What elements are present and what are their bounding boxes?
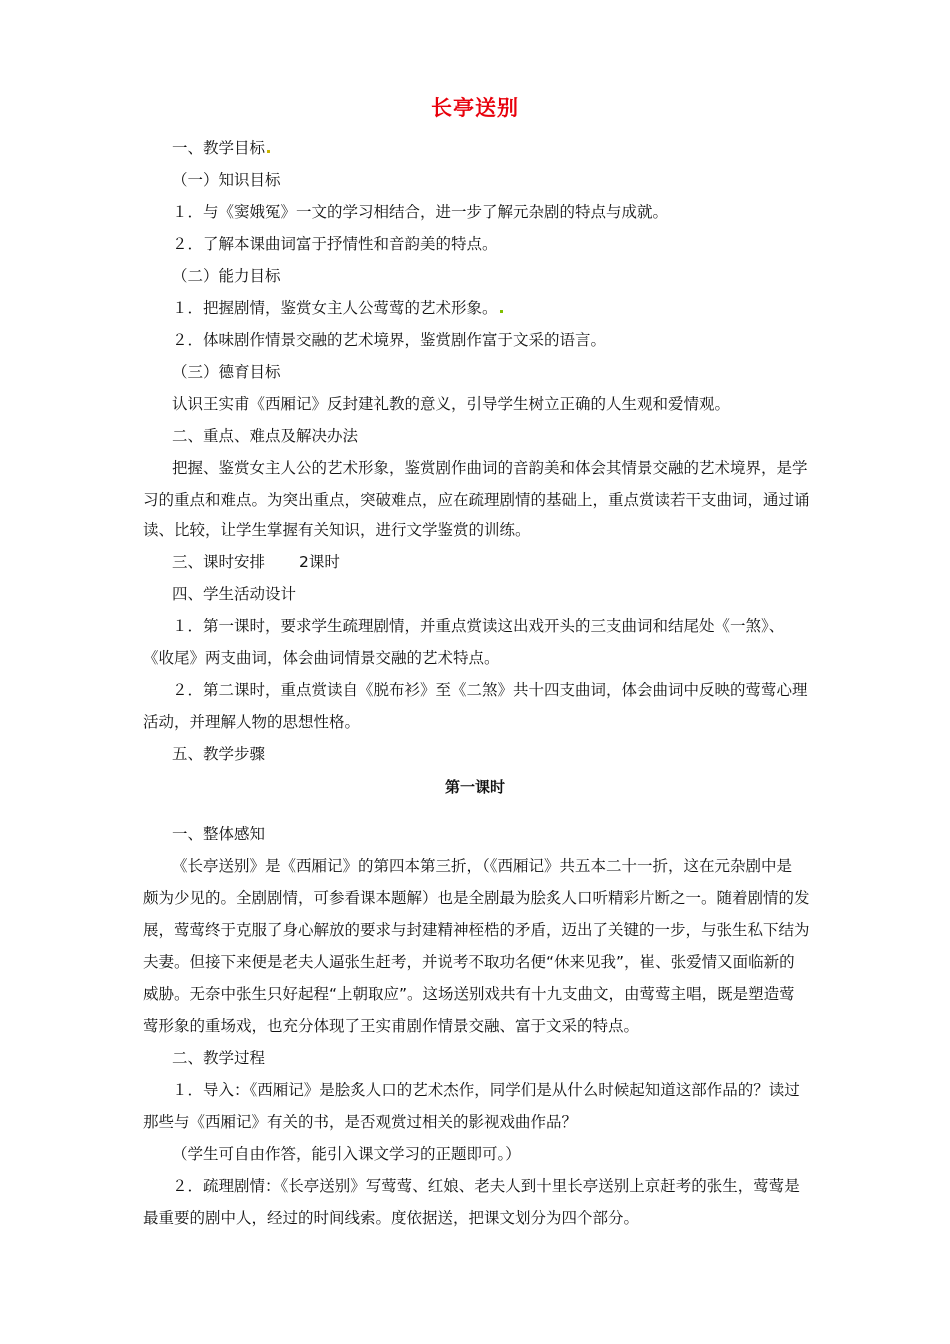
section-heading-keypoints: 二、重点、难点及解决办法 [172, 427, 359, 445]
schedule-value: 2课时 [299, 553, 340, 571]
section-heading-objectives-text: 一、教学目标 [172, 139, 266, 157]
process-1-line-2: 那些与《西厢记》有关的书，是否观赏过相关的影视戏曲作品？ [143, 1113, 578, 1131]
subheading-moral: （三）德育目标 [172, 363, 281, 381]
section-heading-activities: 四、学生活动设计 [172, 585, 297, 603]
lesson-heading-overview: 一、整体感知 [172, 825, 266, 843]
activity-2-line-2: 活动，并理解人物的思想性格。 [143, 713, 361, 731]
ability-item-1-text: １．把握剧情，鉴赏女主人公莺莺的艺术形象。 [172, 299, 498, 317]
keypoints-line-3: 读、比较，让学生掌握有关知识，进行文学鉴赏的训练。 [143, 521, 531, 539]
moral-item-1: 认识王实甫《西厢记》反封建礼教的意义，引导学生树立正确的人生观和爱情观。 [172, 395, 731, 413]
section-heading-schedule [172, 552, 340, 572]
lesson-heading-process: 二、教学过程 [172, 1049, 266, 1067]
overview-line-2: 颇为少见的。全剧剧情，可参看课本题解）也是全剧最为脍炙人口听精彩片断之一。随着剧情的发 [143, 889, 810, 907]
knowledge-item-1: １．与《窦娥冤》一文的学习相结合，进一步了解元杂剧的特点与成就。 [172, 203, 669, 221]
process-2-line-1: ２．疏理剧情：《长亭送别》写莺莺、红娘、老夫人到十里长亭送别上京赶考的张生，莺莺是 [172, 1177, 800, 1195]
schedule-label: 三、课时安排 [172, 553, 266, 571]
process-2-line-2: 最重要的剧中人，经过的时间线索。度依据送，把课文划分为四个部分。 [143, 1209, 640, 1227]
overview-line-5: 威胁。无奈中张生只好起程“上朝取应”。这场送别戏共有十九支曲文，由莺莺主唱，既是塑造莺 [143, 985, 795, 1003]
keypoints-line-1: 把握、鉴赏女主人公的艺术形象，鉴赏剧作曲词的音韵美和体会其情景交融的艺术境界，是学 [172, 459, 808, 477]
keypoints-line-2: 习的重点和难点。为突出重点，突破难点，应在疏理剧情的基础上，重点赏读若干支曲词，通过诵 [143, 491, 810, 509]
process-1-note: （学生可自由作答，能引入课文学习的正题即可。） [172, 1145, 521, 1163]
decorative-dot [500, 310, 503, 313]
activity-1-line-2: 《收尾》两支曲词，体会曲词情景交融的艺术特点。 [143, 649, 500, 667]
activity-2-line-1: ２．第二课时，重点赏读自《脱布衫》至《二煞》共十四支曲词，体会曲词中反映的莺莺心理 [172, 681, 808, 699]
process-1-line-1: １．导入：《西厢记》是脍炙人口的艺术杰作，同学们是从什么时候起知道这部作品的？读过 [172, 1081, 800, 1099]
document-title: 长亭送别 [431, 96, 519, 120]
activity-1-line-1: １．第一课时，要求学生疏理剧情，并重点赏读这出戏开头的三支曲词和结尾处《一煞》、 [172, 617, 785, 635]
ability-item-2: ２．体味剧作情景交融的艺术境界，鉴赏剧作富于文采的语言。 [172, 331, 607, 349]
overview-line-3: 展，莺莺终于克服了身心解放的要求与封建精神桎梏的矛盾，迈出了关键的一步，与张生私下结为 [143, 921, 810, 939]
overview-line-1: 《长亭送别》是《西厢记》的第四本第三折，（《西厢记》共五本二十一折，这在元杂剧中是 [172, 857, 793, 875]
ability-item-1 [172, 298, 503, 318]
overview-line-6: 莺形象的重场戏，也充分体现了王实甫剧作情景交融、富于文采的特点。 [143, 1017, 640, 1035]
subheading-knowledge: （一）知识目标 [172, 171, 281, 189]
knowledge-item-2: ２．了解本课曲词富于抒情性和音韵美的特点。 [172, 235, 498, 253]
overview-line-4: 夫妻。但接下来便是老夫人逼张生赶考，并说考不取功名便“休来见我”，崔、张爱情又面临新的 [143, 953, 795, 971]
section-heading-objectives [172, 138, 270, 158]
subheading-ability: （二）能力目标 [172, 267, 281, 285]
section-heading-steps: 五、教学步骤 [172, 745, 266, 763]
lesson-1-title: 第一课时 [444, 778, 505, 796]
decorative-dot [267, 150, 270, 153]
